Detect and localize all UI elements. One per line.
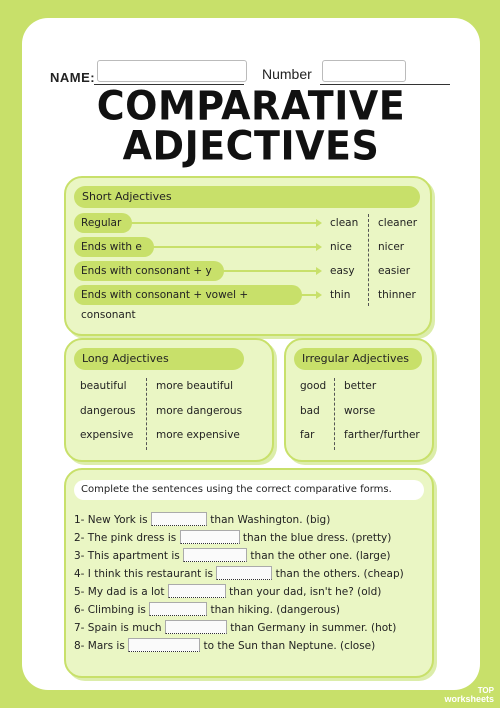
answer-blank-field[interactable] (165, 620, 227, 634)
logo-line-1: TOP (477, 686, 494, 695)
sentence-text-before: 3- This apartment is (74, 550, 184, 562)
sentence-text-after: to the Sun than Neptune. (close) (200, 640, 376, 652)
long-adjectives-heading: Long Adjectives (74, 348, 244, 370)
rule-pill: Ends with consonant + y (74, 261, 224, 281)
sentence-text-after: than Washington. (big) (206, 514, 331, 526)
short-adjectives-panel (64, 176, 432, 336)
arrow-line (126, 222, 316, 224)
comparative-adjective: easier (378, 265, 411, 277)
comparative-adjective: nicer (378, 241, 405, 253)
base-adjective: bad (300, 405, 320, 417)
base-adjective: easy (330, 265, 355, 277)
sentence-text-after: than your dad, isn't he? (old) (225, 586, 382, 598)
rule-pill: Regular (74, 213, 132, 233)
irregular-adjectives-heading: Irregular Adjectives (294, 348, 422, 370)
rule-pill: Ends with e (74, 237, 154, 257)
sentence-text-before: 8- Mars is (74, 640, 129, 652)
page-title-line-2: ADJECTIVES (122, 122, 380, 170)
sentence-text-before: 7- Spain is much (74, 622, 165, 634)
exercise-panel (64, 468, 434, 678)
column-divider (146, 378, 147, 450)
answer-blank-field[interactable] (216, 566, 272, 580)
comparative-adjective: worse (344, 405, 376, 417)
answer-blank-field[interactable] (151, 512, 207, 526)
base-adjective: thin (330, 289, 351, 301)
answer-blank-field[interactable] (149, 602, 207, 616)
base-adjective: dangerous (80, 405, 136, 417)
short-adjectives-heading: Short Adjectives (74, 186, 420, 208)
comparative-adjective: thinner (378, 289, 416, 301)
sentence-text-before: 2- The pink dress is (74, 532, 180, 544)
column-divider (334, 378, 335, 450)
comparative-adjective: more expensive (156, 429, 240, 441)
base-adjective: nice (330, 241, 352, 253)
arrow-head-icon (316, 267, 322, 275)
arrow-head-icon (316, 243, 322, 251)
number-field[interactable] (322, 60, 406, 82)
sentence-text-after: than the others. (cheap) (272, 568, 404, 580)
column-divider (368, 214, 369, 306)
comparative-adjective: more beautiful (156, 380, 234, 392)
irregular-adjectives-panel (284, 338, 434, 462)
sentence-text-after: than hiking. (dangerous) (207, 604, 340, 616)
sentence-text-before: 5- My dad is a lot (74, 586, 168, 598)
base-adjective: beautiful (80, 380, 127, 392)
sentence-text-before: 6- Climbing is (74, 604, 150, 616)
comparative-adjective: farther/further (344, 429, 420, 441)
exercise-instruction: Complete the sentences using the correct comparative forms. (74, 480, 424, 500)
base-adjective: clean (330, 217, 359, 229)
page-title-line-1: COMPARATIVE (96, 82, 406, 130)
sentence-item (74, 584, 381, 598)
sentence-text-before: 1- New York is (74, 514, 151, 526)
arrow-head-icon (316, 219, 322, 227)
sentence-item (74, 638, 375, 652)
sentence-item (74, 620, 396, 634)
comparative-adjective: better (344, 380, 377, 392)
sentence-text-after: than Germany in summer. (hot) (226, 622, 397, 634)
sentence-item (74, 566, 404, 580)
base-adjective: good (300, 380, 327, 392)
base-adjective: far (300, 429, 315, 441)
answer-blank-field[interactable] (183, 548, 247, 562)
comparative-adjective: cleaner (378, 217, 418, 229)
sentence-item (74, 602, 340, 616)
brand-logo (444, 686, 494, 704)
arrow-line (146, 246, 316, 248)
answer-blank-field[interactable] (128, 638, 200, 652)
arrow-head-icon (316, 291, 322, 299)
long-adjectives-panel (64, 338, 274, 462)
name-field[interactable] (97, 60, 247, 82)
sentence-item (74, 512, 330, 526)
answer-blank-field[interactable] (168, 584, 226, 598)
comparative-adjective: more dangerous (156, 405, 243, 417)
worksheet (22, 18, 480, 690)
answer-blank-field[interactable] (180, 530, 240, 544)
logo-line-2: worksheets (444, 694, 494, 704)
number-label: Number (262, 66, 312, 82)
sentence-text-after: than the other one. (large) (247, 550, 391, 562)
sentence-item (74, 530, 391, 544)
sentence-text-after: than the blue dress. (pretty) (239, 532, 392, 544)
base-adjective: expensive (80, 429, 134, 441)
name-label: NAME: (50, 70, 96, 85)
sentence-item (74, 548, 391, 562)
sentence-text-before: 4- I think this restaurant is (74, 568, 217, 580)
rule-pill: Ends with consonant + vowel + consonant (74, 285, 302, 305)
